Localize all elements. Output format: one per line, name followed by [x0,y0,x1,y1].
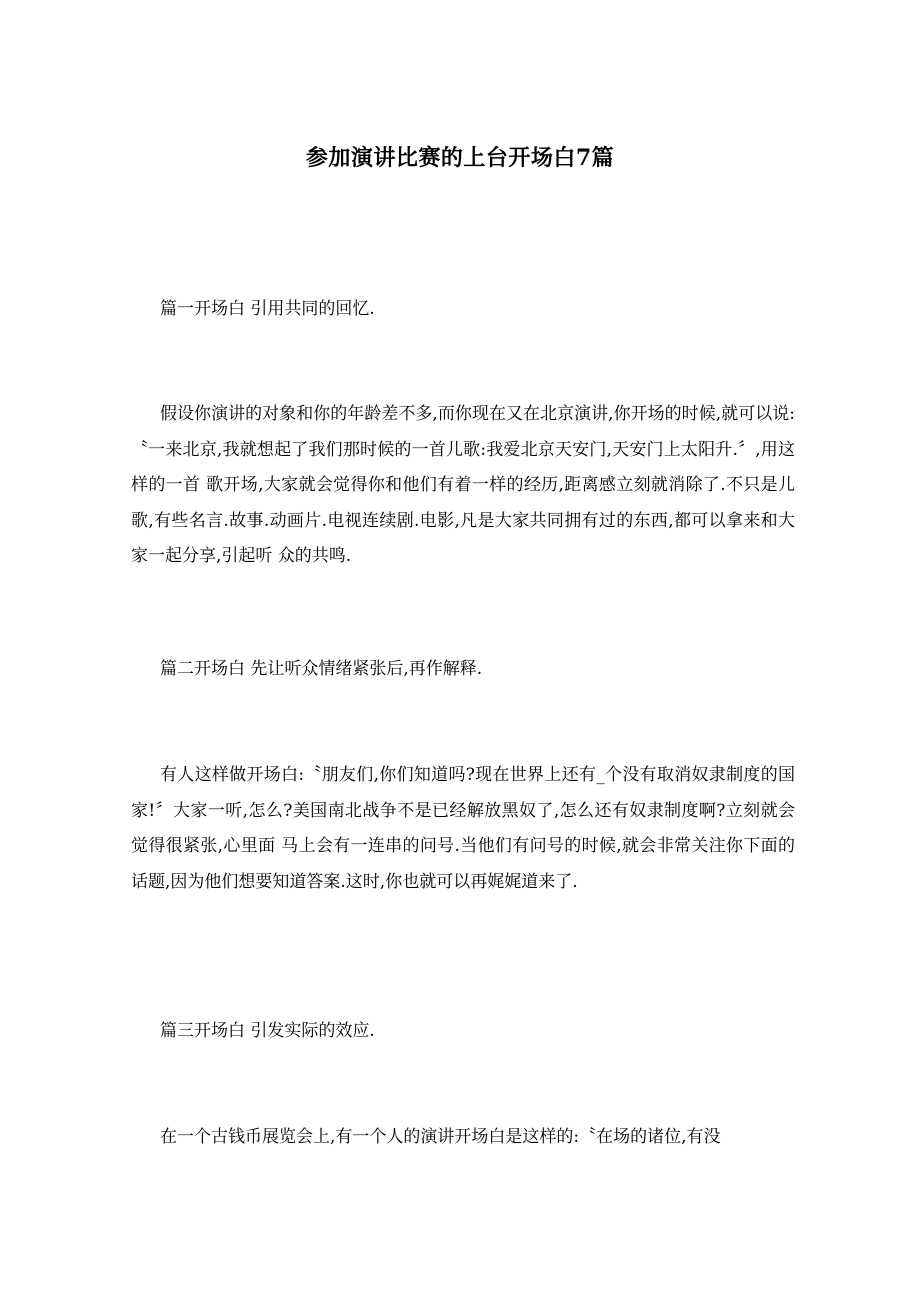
section-2-heading: 篇二开场白 先让听众情绪紧张后,再作解释. [160,659,483,679]
section-1-heading: 篇一开场白 引用共同的回忆. [160,299,375,319]
section-1-paragraph: 假设你演讲的对象和你的年龄差不多,而你现在又在北京演讲,你开场的时候,就可以说:〝一来北京,我就想起了我们那时候的一首儿歌:我爱北京天安门,天安门上太阳升.〞,用这样的一首 歌开场,大家就会觉得你和他们有着一样的经历,距离感立刻就消除了.不只是儿歌,有些名言.故事.动画片.电视连续剧.电影,凡是大家共同拥有过的东西,都可以拿来和大家一起分享,引起听 众的共鸣. [131,404,795,566]
section-3-paragraph: 在一个古钱币展览会上,有一个人的演讲开场白是这样的:〝在场的诸位,有没 [160,1127,721,1147]
document-title: 参加演讲比赛的上台开场白7篇 [305,145,615,171]
section-2-paragraph: 有人这样做开场白:〝朋友们,你们知道吗?现在世界上还有_个没有取消奴隶制度的国家!〞大家一听,怎么?美国南北战争不是已经解放黑奴了,怎么还有奴隶制度啊?立刻就会觉得很紧张,心里面 马上会有一连串的问号.当他们有问号的时候,就会非常关注你下面的话题,因为他们想要知道答案.这时,你也就可以再娓娓道来了. [131,765,795,892]
section-3-heading: 篇三开场白 引发实际的效应. [160,1021,375,1041]
